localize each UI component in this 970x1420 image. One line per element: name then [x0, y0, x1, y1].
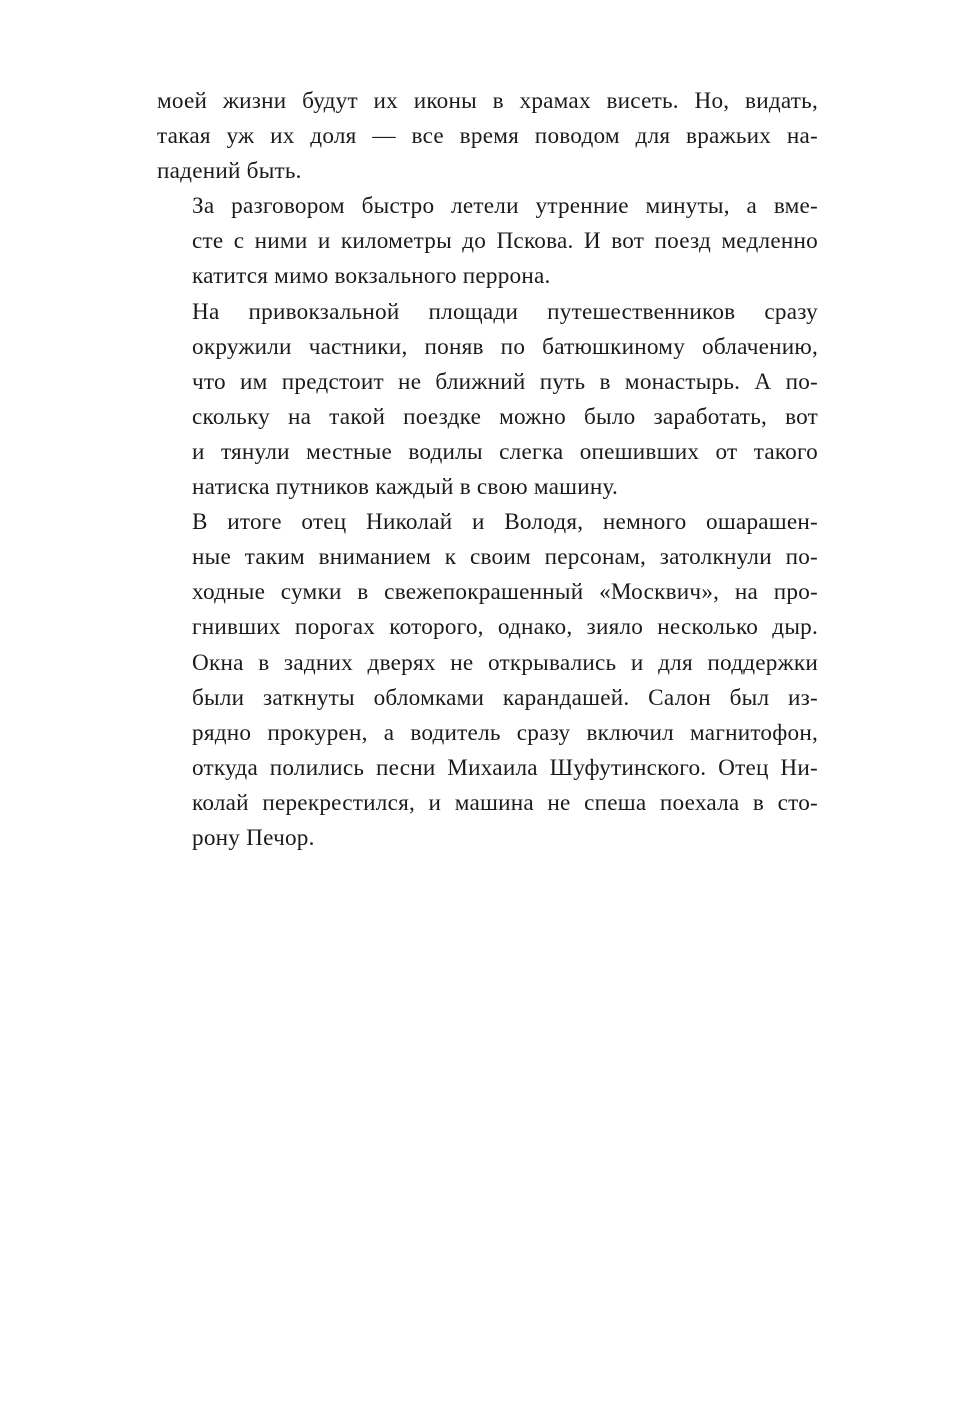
- text-line: падений быть.: [157, 158, 302, 185]
- text-line: что им предстоит не ближний путь в монастырь. А по-: [192, 368, 818, 395]
- paragraph: [157, 505, 818, 856]
- paragraph: [157, 295, 818, 506]
- text-line: рядно прокурен, а водитель сразу включил магнитофон,: [192, 719, 818, 746]
- paragraph: [157, 84, 818, 189]
- text-line: моей жизни будут их иконы в храмах висеть. Но, видать,: [157, 88, 818, 114]
- text-line: ные таким вниманием к своим персонам, затолкнули по-: [192, 544, 818, 571]
- text-line: За разговором быстро летели утренние минуты, а вме-: [192, 193, 818, 220]
- page-text-block: [157, 84, 818, 856]
- text-line: гнивших порогах которого, однако, зияло несколько дыр.: [192, 614, 818, 641]
- text-line: окружили частники, поняв по батюшкиному облачению,: [192, 333, 818, 360]
- text-line: сте с ними и километры до Пскова. И вот поезд медленно: [192, 228, 818, 255]
- text-line: откуда полились песни Михаила Шуфутинского. Отец Ни-: [192, 754, 818, 781]
- text-line: и тянули местные водилы слегка опешивших от такого: [192, 438, 818, 465]
- paragraph: [157, 189, 818, 294]
- text-line: В итоге отец Николай и Володя, немного ошарашен-: [192, 509, 818, 536]
- text-line: такая уж их доля — все время поводом для вражьих на-: [157, 123, 818, 150]
- text-line: рону Печор.: [192, 824, 315, 851]
- text-line: колай перекрестился, и машина не спеша поехала в сто-: [192, 789, 818, 816]
- text-line: ходные сумки в свежепокрашенный «Москвич», на про-: [192, 579, 818, 606]
- text-line: были заткнуты обломками карандашей. Салон был из-: [192, 684, 818, 711]
- text-line: катится мимо вокзального перрона.: [192, 263, 551, 290]
- text-line: скольку на такой поездке можно было заработать, вот: [192, 403, 818, 430]
- text-line: На привокзальной площади путешественников сразу: [192, 298, 818, 325]
- text-line: натиска путников каждый в свою машину.: [192, 474, 619, 501]
- text-line: Окна в задних дверях не открывались и для поддержки: [192, 649, 818, 676]
